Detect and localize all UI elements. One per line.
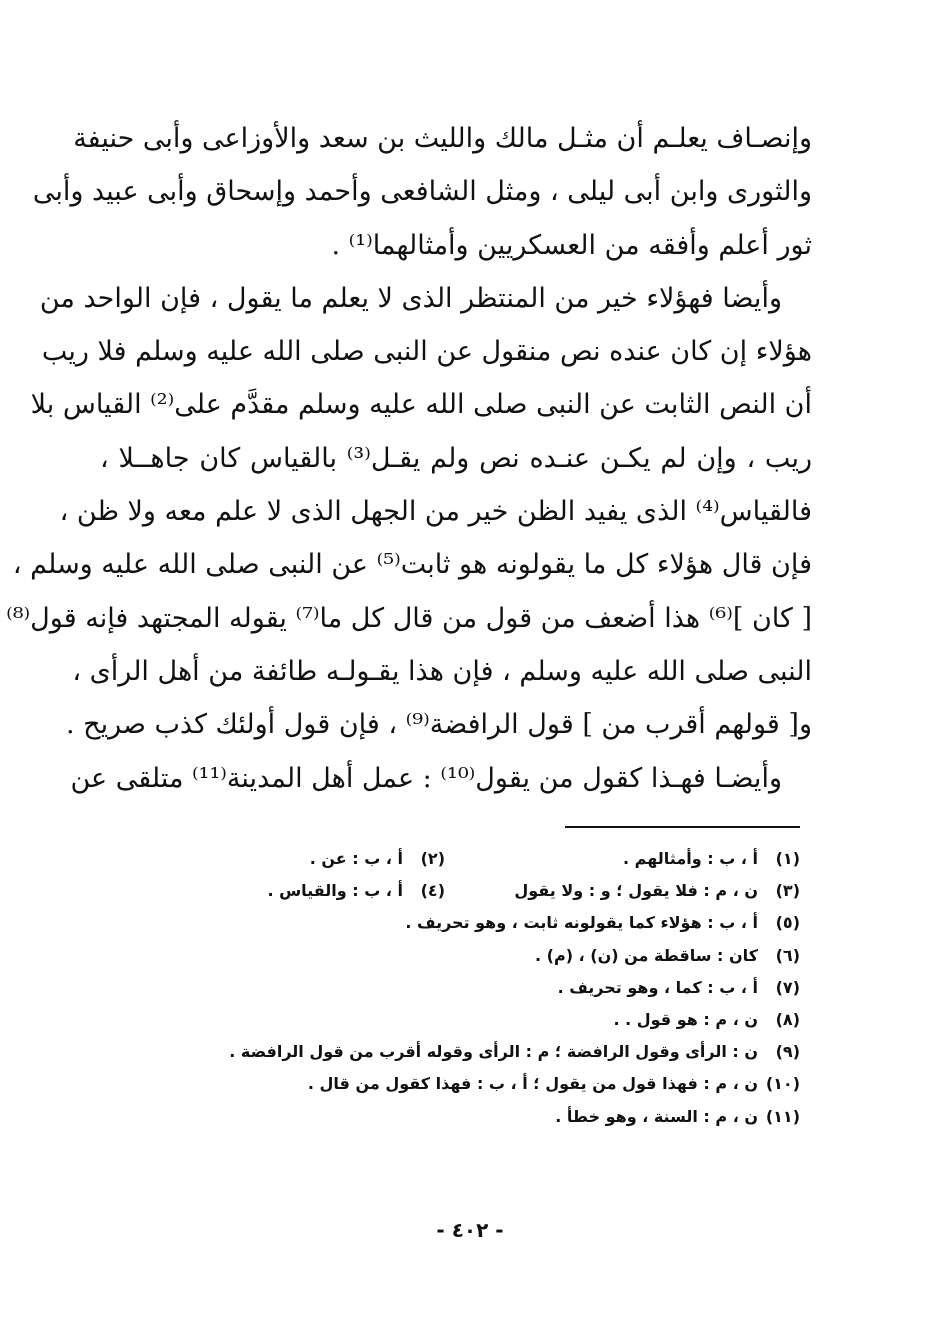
footnote-number: (٥)	[775, 913, 800, 933]
text-line: و[ قولهم أقرب من ] قول الرافضة⁽⁹⁾ ، فإن قول أولئك كذب صريح .	[65, 709, 812, 741]
footnote	[229, 1036, 800, 1068]
text-line: وأيضا فهؤلاء خير من المنتظر الذى لا يعلم ما يقول ، فإن الواحد من	[39, 282, 782, 314]
footnote-number: (٤)	[420, 881, 445, 901]
footnote-row	[150, 1068, 800, 1100]
footnote	[308, 1068, 800, 1100]
footnote	[267, 875, 445, 907]
text-line: ثور أعلم وأفقه من العسكريين وأمثالهما⁽¹⁾ .	[331, 229, 812, 261]
footnote-row	[150, 940, 800, 972]
footnote-text: ن ، م : هو قول . .	[613, 1009, 758, 1029]
text-line: وإنصـاف يعلـم أن مثـل مالك والليث بن سعد والأوزاعى وأبى حنيفة	[73, 123, 812, 154]
footnote-text: ن ، م : فهذا قول من يقول ؛ أ ، ب : فهذا كقول من قال .	[307, 1074, 758, 1094]
footnote-number: (١١)	[765, 1106, 800, 1126]
footnote	[514, 875, 800, 907]
footnote-number: (٣)	[775, 881, 800, 901]
footnote-number: (٢)	[420, 849, 445, 868]
footnote-number: (٧)	[775, 977, 800, 997]
text-line: فإن قال هؤلاء كل ما يقولونه هو ثابت⁽⁵⁾ عن النبى صلى الله عليه وسلم ،	[12, 549, 812, 581]
text-line: والثورى وابن أبى ليلى ، ومثل الشافعى وأحمد وإسحاق وأبى عبيد وأبى	[32, 176, 812, 208]
footnote-number: (١٠)	[765, 1074, 800, 1094]
footnote-text: أ ، ب : هؤلاء كما يقولونه ثابت ، وهو تحريف .	[405, 913, 758, 933]
footnote-text: كان : ساقطة من (ن) ، (م) .	[535, 945, 758, 965]
text-line: [ كان ]⁽⁶⁾ هذا أضعف من قول من قال كل ما⁽⁷⁾ يقوله المجتهد فإنه قول⁽⁸⁾	[6, 602, 812, 634]
footnote-row	[150, 843, 800, 875]
footnote-row	[150, 875, 800, 907]
footnote	[405, 907, 800, 939]
footnote-text: أ ، ب : والقياس .	[267, 881, 403, 901]
text-line: هؤلاء إن كان عنده نص منقول عن النبى صلى الله عليه وسلم فلا ريب	[41, 336, 812, 368]
footnote-text: ن : الرأى وقول الرافضة ؛ م : الرأى وقوله أقرب من قول الرافضة .	[229, 1042, 758, 1062]
footnote-text: ن ، م : فلا يقول ؛ و : ولا يقول	[514, 881, 758, 901]
footnote	[535, 940, 800, 972]
footnote-number: (٦)	[775, 945, 800, 965]
text-line: النبى صلى الله عليه وسلم ، فإن هذا يقـولـه طائفة من أهل الرأى ،	[72, 655, 812, 687]
footnote	[558, 972, 800, 1004]
footnote-row	[150, 972, 800, 1004]
footnote	[555, 1101, 800, 1133]
footnote-number: (٩)	[775, 1042, 800, 1062]
footnote-text: أ ، ب : وأمثالهم .	[623, 849, 758, 868]
footnote-text: ن ، م : السنة ، وهو خطأ .	[555, 1106, 758, 1126]
footnote	[623, 843, 800, 875]
footnote-number: (٨)	[775, 1009, 800, 1029]
main-text	[6, 112, 812, 805]
footnote-text: أ ، ب : كما ، وهو تحريف .	[557, 977, 758, 997]
text-line: وأيضـا فهـذا كقول من يقول⁽¹⁰⁾ : عمل أهل المدينة⁽¹¹⁾ متلقى عن	[70, 762, 782, 794]
footnote-row	[150, 1004, 800, 1036]
footnote-row	[150, 1101, 800, 1133]
page-number: - ٤٠٢ -	[436, 1218, 504, 1242]
footnote-text: أ ، ب : عن .	[309, 849, 403, 868]
footnote-row	[150, 907, 800, 939]
text-line: ريب ، وإن لم يكـن عنـده نص ولم يقـل⁽³⁾ بالقياس كان جاهــلا ،	[100, 442, 812, 474]
footnote-separator	[565, 826, 800, 828]
footnote-number: (١)	[775, 849, 800, 868]
footnotes	[150, 843, 800, 1133]
text-line: فالقياس⁽⁴⁾ الذى يفيد الظن خير من الجهل الذى لا علم معه ولا ظن ،	[59, 496, 812, 528]
footnote	[613, 1004, 800, 1036]
footnote-row	[150, 1036, 800, 1068]
text-line: أن النص الثابت عن النبى صلى الله عليه وسلم مقدَّم على⁽²⁾ القياس بلا	[30, 389, 812, 421]
footnote	[310, 843, 445, 875]
